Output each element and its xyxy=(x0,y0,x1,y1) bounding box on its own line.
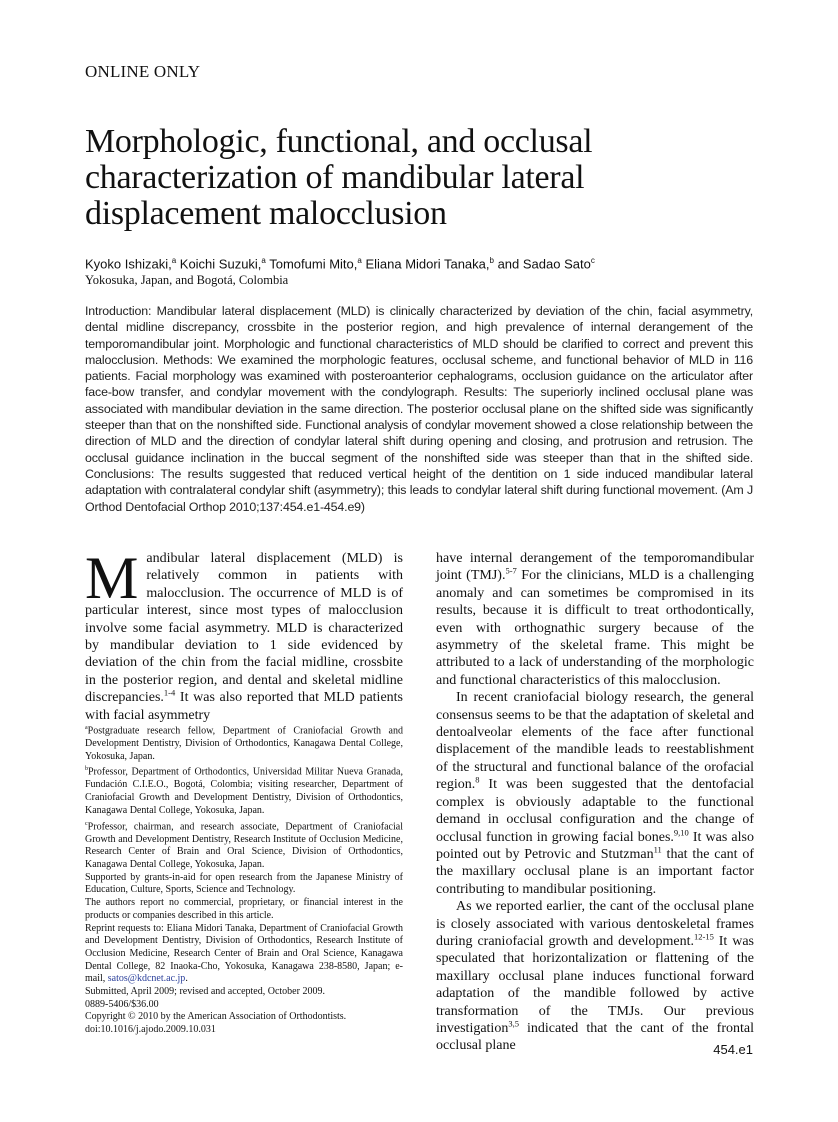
footnote-mark: b xyxy=(85,766,88,773)
citation: 9,10 xyxy=(673,826,689,837)
body-column-right xyxy=(436,550,754,1055)
footnote-text: Supported by grants-in-aid for open research from the Japanese Ministry of Education, Culture, Sports, Science and Technology. xyxy=(85,871,403,896)
text-run: In recent craniofacial biology research, the general consensus seems to be that the adaptation of skeletal and dentoalveolar elements of the face after functional displacement of the mandible leads to reestablishment of the structural and functional balance of the orofacial region. xyxy=(436,690,754,793)
text-run: As we reported earlier, the cant of the occlusal plane is closely associated with various dentoskeletal frames during craniofacial growth and development. xyxy=(436,899,754,949)
author: Koichi Suzuki, xyxy=(176,256,262,272)
author: Tomofumi Mito, xyxy=(265,256,358,272)
footnotes xyxy=(85,722,403,1037)
footnote-text: Professor, Department of Orthodontics, Universidad Militar Nueva Granada, Fundación C.I.E.O., Bogotá, Colombia; visiting researcher, Department of Craniofacial Growth and Development Dentistry, Division of Orthodontics, Kanagawa Dental College, Yokosuka, Japan. xyxy=(85,766,403,816)
abstract: Introduction: Mandibular lateral displacement (MLD) is clinically characterized by deviation of the chin, facial asymmetry, dental midline discrepancy, crossbite in the posterior region, and high prevalence of internal derangement of the temporomandibular joint. Morphologic and functional characteristics of MLD should be clarified to correct and prevent this malocclusion. Methods: We examined the morphologic features, occlusal scheme, and functional behavior of MLD in 116 patients. Facial morphology was examined with posteroanterior cephalograms, occlusion guidance on the articulator after face-bow transfer, and condylar movement with the condylograph. Results: The superiorly inclined occlusal plane was associated with mandibular deviation in the same direction. The posterior occlusal plane on the shifted side was significantly steeper than that on the nonshifted side. Functional analysis of condylar movement showed a close relationship between the direction of MLD and the direction of condylar lateral shift during opening and closing, and protrusion and retrusion. The occlusal guidance inclination in the buccal segment of the nonshifted side was steeper than that in the shifted side. Conclusions: The results suggested that reduced vertical height of the dentition on 1 side induced mandibular lateral adaptation with contralateral condylar shift (asymmetry); this leads to condylar lateral shift during functional movement. (Am J Orthod Dentofacial Orthop 2010;137:454.e1-454.e9) xyxy=(85,304,753,514)
footnote-mark: a xyxy=(85,725,88,731)
text-run: indicated that the cant of the frontal occlusal plane xyxy=(436,1020,754,1054)
text-run: It was also reported that MLD patients with facial asymmetry xyxy=(85,690,403,723)
reprint-requests: Reprint requests to: Eliana Midori Tanaka, Department of Craniofacial Growth and Development Dentistry, Division of Orthodontics, Research Institute of Occlusion Medicine, Research Center of Brain and Oral Science, Kanagawa Dental College, 82 Inaoka-Cho, Yokosuka, Kanagawa 238-8580, Japan; e-mail, satos@kdcnet.ac.jp. xyxy=(85,922,403,985)
footnote-text: Professor, chairman, and research associate, Department of Craniofacial Growth and Development Dentistry, Research Institute of Occlusion Medicine, Research Center of Brain and Oral Science, Division of Orthodontics, Kanagawa Dental College, Yokosuka, Japan. xyxy=(85,820,403,871)
citation: 1-4 xyxy=(163,687,176,698)
text-run: andibular lateral displacement (MLD) is relatively common in patients with malocclusion. The occurrence of MLD is of particular interest, since most types of malocclusion involve some facial asymmetry. MLD is characterized by mandibular deviation to 1 side evidenced by deviation of the chin from the facial midline, crossbite in the posterior region, and dental and skeletal midline discrepancies. xyxy=(85,551,403,706)
footnote xyxy=(85,818,403,872)
citation: 8 xyxy=(475,774,480,785)
author: Eliana Midori Tanaka, xyxy=(361,256,490,272)
footnote xyxy=(85,763,403,817)
drop-cap: M xyxy=(85,545,139,611)
page-number: 454.e1 xyxy=(713,1042,753,1057)
section-label: ONLINE ONLY xyxy=(85,62,201,81)
body-paragraph xyxy=(436,898,754,1055)
text-run: It was also pointed out by Petrovic and Stutzman xyxy=(436,829,754,862)
author-list xyxy=(85,256,595,271)
citation: 5-7 xyxy=(505,565,517,576)
footnote-text: The authors report no commercial, proprietary, or financial interest in the products or companies described in this article. xyxy=(85,897,403,921)
affiliation-mark: c xyxy=(590,256,595,265)
citation: 11 xyxy=(653,844,662,855)
text-run: It was speculated that horizontalization or flattening of the maxillary occlusal plane induces functional forward adaptation of the mandible followed by active transformation of the TMJs. Our previous investigation xyxy=(436,933,754,1036)
body-paragraph xyxy=(436,550,754,689)
issn: 0889-5406/$36.00 xyxy=(85,998,159,1010)
footnote-text: Postgraduate research fellow, Department of Craniofacial Growth and Development Dentistry, Division of Orthodontics, Kanagawa Dental College, Yokosuka, Japan. xyxy=(85,725,403,762)
author: and Sadao Sato xyxy=(493,256,591,272)
footnote xyxy=(85,872,403,897)
body-paragraph xyxy=(436,689,754,898)
footnote xyxy=(85,722,403,763)
email-link[interactable]: satos@kdcnet.ac.jp xyxy=(107,973,186,985)
text-run: It was been suggested that the dentofacial complex is obviously adaptable to the functional demand in occlusal configuration and the change of occlusal function in growing facial bones. xyxy=(436,777,754,845)
article-title: Morphologic, functional, and occlusal characterization of mandibular lateral displacement malocclusion xyxy=(85,123,593,232)
affiliation-mark: a xyxy=(261,256,266,265)
text-run: that the cant of the maxillary occlusal plane is an important factor contributing to mandibular positioning. xyxy=(436,846,754,897)
citation: 3,5 xyxy=(508,1018,519,1029)
doi: doi:10.1016/j.ajodo.2009.10.031 xyxy=(85,1024,216,1036)
citation: 12-15 xyxy=(693,931,714,942)
affiliation-mark: b xyxy=(489,256,494,265)
author-location: Yokosuka, Japan, and Bogotá, Colombia xyxy=(85,273,289,287)
body-column-left xyxy=(85,545,403,724)
copyright: Copyright © 2010 by the American Association of Orthodontists. xyxy=(85,1011,347,1023)
affiliation-mark: a xyxy=(357,256,362,265)
footnote xyxy=(85,897,403,922)
text-run: have internal derangement of the temporomandibular joint (TMJ). xyxy=(436,551,754,584)
footnote-mark: c xyxy=(85,820,88,827)
affiliation-mark: a xyxy=(171,256,177,265)
submitted-dates: Submitted, April 2009; revised and accepted, October 2009. xyxy=(85,986,325,998)
author: Kyoko Ishizaki, xyxy=(85,256,172,272)
text-run: For the clinicians, MLD is a challenging anomaly and can sometimes be compromised in its results, because it is difficult to treat orthodontically, even with orthognathic surgery because of the asymmetry of the skeletal frame. This might be attributed to a lack of understanding of the morphologic and functional characteristics of this malocclusion. xyxy=(436,568,754,688)
